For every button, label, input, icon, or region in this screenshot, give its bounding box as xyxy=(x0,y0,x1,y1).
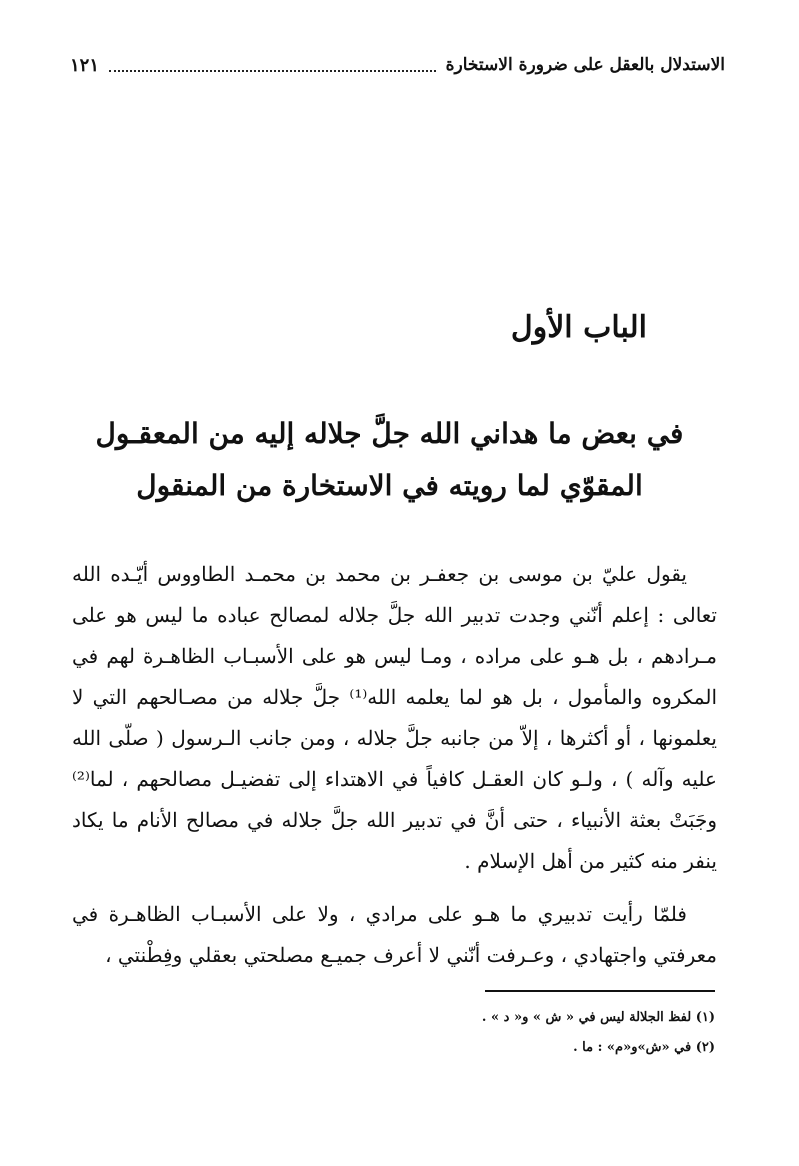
chapter-label: الباب الأول xyxy=(510,310,647,345)
page-number: ١٢١ xyxy=(70,54,100,76)
chapter-title-line-1: في بعض ما هداني الله جلَّ جلاله إليه من المعقـول xyxy=(95,417,684,450)
header-leader-dots xyxy=(109,58,436,72)
footnote-separator xyxy=(485,990,715,992)
body-text xyxy=(72,554,717,988)
chapter-title xyxy=(90,408,689,512)
running-header-title: الاستدلال بالعقل على ضرورة الاستخارة xyxy=(445,55,725,75)
footnotes xyxy=(150,1003,715,1063)
body-paragraph-1: يقول عليّ بن موسى بن جعفـر بن محمد بن محمـد الطاووس أيّـده الله تعالى : إعلم أنّني وجدت تدبير الله جلَّ جلاله لمصالح عباده ما ليس هو على مـرادهم ، بل هـو على مراده ، ومـا ليس هو على الأسبـاب الظاهـرة لهم في المكروه والمأمول ، بل هو لما يعلمه الله⁽¹⁾ جلَّ جلاله من مصـالحهم التي لا يعلمونها ، أو أكثرها ، إلاّ من جانبه جلَّ جلاله ، ومن جانب الـرسول ( صلّى الله عليه وآله ) ، ولـو كان العقـل كافياً في الاهتداء إلى تفضيـل مصالحهم ، لما⁽²⁾ وجَبَتْ بعثة الأنبياء ، حتى أنَّ في تدبير الله جلَّ جلاله في مصالح الأنام ما يكاد ينفر منه كثير من أهل الإسلام . xyxy=(72,562,718,873)
chapter-title-line-2: المقوّي لما رويته في الاستخارة من المنقول xyxy=(136,469,643,502)
footnote-1: (١) لفظ الجلالة ليس في « ش » و« د » . xyxy=(481,1010,715,1025)
running-header xyxy=(70,48,725,82)
body-paragraph-2: فلمّا رأيت تدبيري ما هـو على مرادي ، ولا على الأسبـاب الظاهـرة في معرفتي واجتهادي ، وعـرفت أنّني لا أعرف جميـع مصلحتي بعقلي وفِطْنتي ، xyxy=(72,902,717,967)
footnote-2: (٢) في «ش»و«م» : ما . xyxy=(573,1040,715,1055)
